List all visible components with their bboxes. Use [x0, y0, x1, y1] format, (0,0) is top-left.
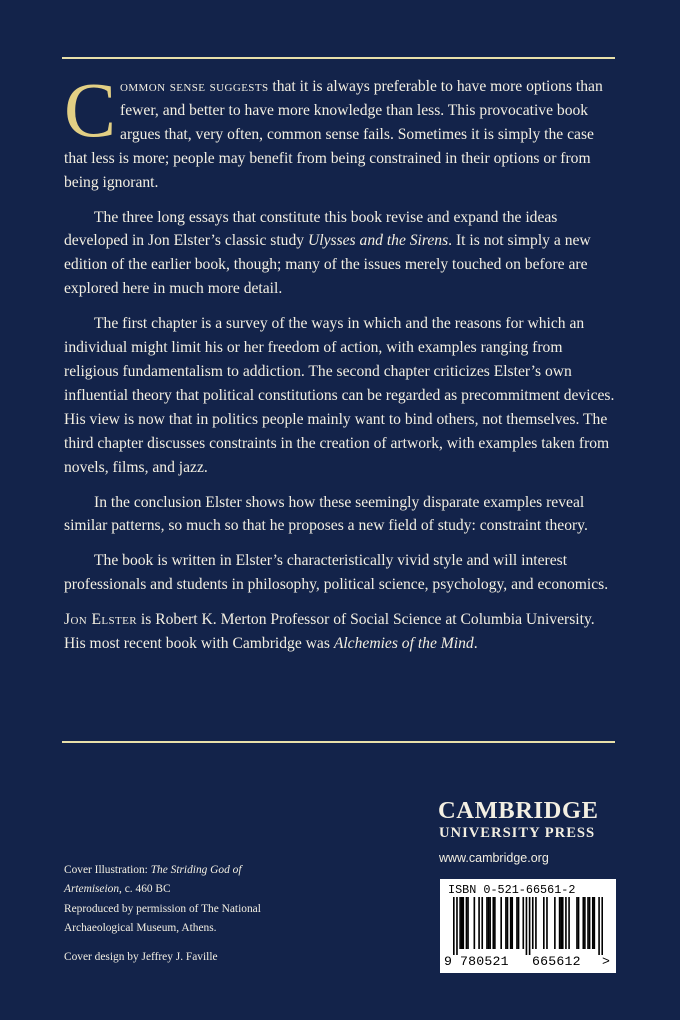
barcode-bar [456, 897, 458, 955]
barcode-bar [560, 897, 562, 949]
author-name: Jon Elster [64, 611, 137, 629]
publisher-logo-name: CAMBRIDGE [438, 797, 599, 824]
barcode-bar [568, 897, 570, 949]
ean-right-group: 665612 [532, 954, 581, 969]
lead-in-smallcaps: ommon sense suggests [120, 78, 269, 95]
author-bio-text-b: . [473, 635, 478, 653]
barcode-bar [518, 897, 520, 949]
blurb-paragraph-1 [64, 66, 615, 195]
barcode-bar [522, 897, 524, 949]
illustration-title-part-1: The Striding God of [150, 864, 242, 876]
publisher-url: www.cambridge.org [439, 851, 549, 865]
barcode-bar [500, 897, 502, 949]
blurb-paragraph-3: The first chapter is a survey of the ways in which and the reasons for which an individual might limit his or her freedom of action, with examples ranging from religious fundamentalism to addiction. The second chapter criticizes Elster’s own influential theory that political constitutions can be regarded as precommitment devices. His view is now that in politics people mainly want to bind others, not themselves. The third chapter discusses constraints in the creation of artwork, with examples taken from novels, films, and jazz. [64, 315, 615, 476]
barcode-bar [505, 897, 507, 949]
barcode-bar [532, 897, 534, 949]
blurb-paragraph-2 [64, 206, 615, 302]
barcode-bars [453, 897, 603, 955]
drop-cap: C [64, 66, 117, 153]
barcode-bar [592, 897, 594, 949]
publisher-logo-press: UNIVERSITY PRESS [439, 825, 596, 841]
barcode-bar [582, 897, 584, 949]
barcode-bar [546, 897, 548, 949]
barcode-bar [474, 897, 476, 949]
illustration-credit-line-2 [64, 880, 364, 899]
ean-left-group: 780521 [460, 954, 509, 969]
barcode-bar [594, 897, 596, 949]
illustration-date: , c. 460 BC [119, 883, 171, 896]
barcode-bar [478, 897, 480, 949]
permission-line-2: Archaeological Museum, Athens. [64, 922, 217, 935]
blurb-paragraph-5: The book is written in Elster’s characteristically vivid style and will interest professionals and students in philosophy, political science, psychology, and economics. [64, 552, 609, 594]
author-bio-text-a: is Robert K. Merton Professor of Social Science at Columbia University. His most recent book with Cambridge was [64, 611, 595, 653]
barcode-bar [494, 897, 496, 949]
barcode-bar [587, 897, 589, 949]
barcode-bar [488, 897, 490, 949]
barcode-bar [554, 897, 556, 949]
barcode-bar [526, 897, 528, 955]
barcode-bar [489, 897, 491, 949]
ean-arrow: > [602, 954, 611, 969]
barcode-bar [529, 897, 531, 955]
permission-line-1: Reproduced by permission of The National [64, 902, 261, 915]
barcode-bar [510, 897, 512, 949]
barcode-bar [601, 897, 603, 955]
barcode-bar [589, 897, 591, 949]
barcode-bar [543, 897, 545, 949]
barcode-bar [578, 897, 580, 949]
barcode-bar [466, 897, 468, 949]
cited-book-title: Ulysses and the Sirens [307, 232, 449, 250]
barcode-bar [584, 897, 586, 949]
illustration-credit-line-1 [64, 861, 364, 880]
barcode-bar [486, 897, 488, 949]
author-bio [64, 608, 615, 656]
isbn-number: ISBN 0-521-66561-2 [448, 883, 576, 897]
barcode-bar [507, 897, 509, 949]
top-divider [62, 57, 615, 59]
barcode-bar [562, 897, 564, 949]
illustration-title-part-2: Artemiseion [64, 883, 120, 896]
ean-first-digit: 9 [444, 954, 453, 969]
barcode-bar [459, 897, 461, 949]
bottom-divider [62, 741, 615, 743]
cover-design-credit: Cover design by Jeffrey J. Faville [64, 950, 218, 963]
barcode-bar [462, 897, 464, 949]
author-recent-book: Alchemies of the Mind [333, 635, 474, 653]
barcode-bar [492, 897, 494, 949]
barcode-bar [535, 897, 537, 949]
illustration-label: Cover Illustration: [64, 864, 151, 876]
barcode-bar [481, 897, 483, 949]
barcode-bar [598, 897, 600, 955]
paragraph-1-text: that it is always preferable to have more options than fewer, and better to have more knowledge than less. This provocative book argues that, very often, common sense fails. Sometimes it is simply the case that less is more; people may benefit from being constrained in their options or from being ignorant. [64, 78, 603, 191]
barcode-bar [516, 897, 518, 949]
paragraph-2-text-a: The three long essays that constitute this book revise and expand the ideas developed in Jon Elster’s classic study [64, 208, 558, 250]
barcode-bar [565, 897, 567, 949]
barcode-bar [511, 897, 513, 949]
barcode-bar [461, 897, 463, 949]
barcode-bar [453, 897, 455, 955]
barcode-bar [559, 897, 561, 949]
cover-credits [64, 861, 364, 967]
back-cover-blurb [64, 66, 615, 667]
isbn-barcode [440, 879, 616, 973]
barcode-bar [576, 897, 578, 949]
barcode-bar [467, 897, 469, 949]
paragraph-2-text-b: . It is not simply a new edition of the earlier book, though; many of the issues merely touched on before are explored here in much more detail. [64, 232, 591, 298]
blurb-paragraph-4: In the conclusion Elster shows how these seemingly disparate examples reveal similar patterns, so much so that he proposes a new field of study: constraint theory. [64, 493, 588, 535]
